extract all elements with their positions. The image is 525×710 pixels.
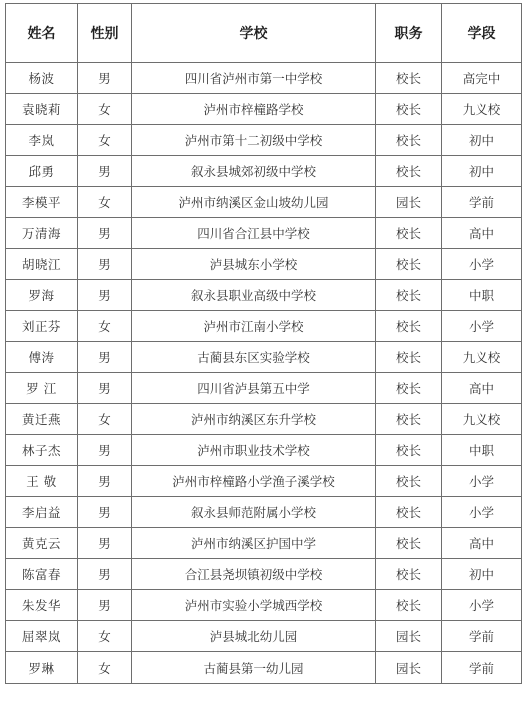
school-level-cell: 高中 xyxy=(442,373,522,404)
school-cell: 泸州市实验小学城西学校 xyxy=(132,590,376,621)
position-cell: 校长 xyxy=(376,249,442,280)
name-cell: 刘正芬 xyxy=(6,311,78,342)
position-cell: 校长 xyxy=(376,94,442,125)
school-level-cell: 学前 xyxy=(442,187,522,218)
school-cell: 叙永县师范附属小学校 xyxy=(132,497,376,528)
school-level-cell: 高中 xyxy=(442,528,522,559)
school-level-cell: 小学 xyxy=(442,590,522,621)
position-cell: 校长 xyxy=(376,218,442,249)
school-level-cell: 小学 xyxy=(442,311,522,342)
table-header-row xyxy=(6,4,522,63)
gender-cell: 男 xyxy=(78,590,132,621)
table-row xyxy=(6,63,522,94)
school-cell: 四川省泸州市第一中学校 xyxy=(132,63,376,94)
school-level-cell: 中职 xyxy=(442,280,522,311)
gender-cell: 男 xyxy=(78,280,132,311)
position-cell: 校长 xyxy=(376,435,442,466)
table-row xyxy=(6,652,522,684)
school-cell: 泸州市纳溪区护国中学 xyxy=(132,528,376,559)
gender-cell: 女 xyxy=(78,621,132,652)
column-header-school: 学校 xyxy=(132,4,376,63)
school-cell: 泸县城北幼儿园 xyxy=(132,621,376,652)
school-cell: 泸州市梓橦路学校 xyxy=(132,94,376,125)
name-cell: 朱发华 xyxy=(6,590,78,621)
school-level-cell: 小学 xyxy=(442,497,522,528)
gender-cell: 男 xyxy=(78,342,132,373)
school-level-cell: 高完中 xyxy=(442,63,522,94)
school-cell: 古蔺县东区实验学校 xyxy=(132,342,376,373)
name-cell: 屈翠岚 xyxy=(6,621,78,652)
name-cell: 李模平 xyxy=(6,187,78,218)
school-level-cell: 初中 xyxy=(442,156,522,187)
school-cell: 四川省泸县第五中学 xyxy=(132,373,376,404)
school-cell: 泸州市纳溪区金山坡幼儿园 xyxy=(132,187,376,218)
column-header-name: 姓名 xyxy=(6,4,78,63)
school-cell: 叙永县职业高级中学校 xyxy=(132,280,376,311)
name-cell: 李岚 xyxy=(6,125,78,156)
table-row xyxy=(6,528,522,559)
name-cell: 邱勇 xyxy=(6,156,78,187)
gender-cell: 男 xyxy=(78,218,132,249)
school-cell: 泸州市江南小学校 xyxy=(132,311,376,342)
gender-cell: 女 xyxy=(78,404,132,435)
school-cell: 泸州市梓橦路小学渔子溪学校 xyxy=(132,466,376,497)
gender-cell: 男 xyxy=(78,63,132,94)
position-cell: 园长 xyxy=(376,652,442,684)
school-cell: 古蔺县第一幼儿园 xyxy=(132,652,376,684)
gender-cell: 男 xyxy=(78,559,132,590)
name-cell: 罗 江 xyxy=(6,373,78,404)
name-cell: 罗琳 xyxy=(6,652,78,684)
name-cell: 杨波 xyxy=(6,63,78,94)
gender-cell: 男 xyxy=(78,497,132,528)
column-header-position: 职务 xyxy=(376,4,442,63)
school-cell: 四川省合江县中学校 xyxy=(132,218,376,249)
position-cell: 校长 xyxy=(376,404,442,435)
principal-roster-table xyxy=(5,3,522,684)
name-cell: 林子杰 xyxy=(6,435,78,466)
position-cell: 校长 xyxy=(376,156,442,187)
school-cell: 泸州市纳溪区东升学校 xyxy=(132,404,376,435)
table-row xyxy=(6,466,522,497)
school-level-cell: 小学 xyxy=(442,466,522,497)
school-level-cell: 学前 xyxy=(442,621,522,652)
name-cell: 胡晓江 xyxy=(6,249,78,280)
gender-cell: 女 xyxy=(78,187,132,218)
school-cell: 泸县城东小学校 xyxy=(132,249,376,280)
position-cell: 校长 xyxy=(376,342,442,373)
table-body xyxy=(6,63,522,684)
gender-cell: 男 xyxy=(78,466,132,497)
column-header-gender: 性别 xyxy=(78,4,132,63)
table-row xyxy=(6,280,522,311)
name-cell: 罗海 xyxy=(6,280,78,311)
table-row xyxy=(6,218,522,249)
table-row xyxy=(6,249,522,280)
table-row xyxy=(6,156,522,187)
gender-cell: 男 xyxy=(78,373,132,404)
table-row xyxy=(6,404,522,435)
table-row xyxy=(6,559,522,590)
name-cell: 黄迁燕 xyxy=(6,404,78,435)
table-row xyxy=(6,621,522,652)
table-row xyxy=(6,187,522,218)
school-cell: 叙永县城郊初级中学校 xyxy=(132,156,376,187)
table-row xyxy=(6,94,522,125)
gender-cell: 男 xyxy=(78,156,132,187)
gender-cell: 女 xyxy=(78,311,132,342)
school-level-cell: 初中 xyxy=(442,559,522,590)
name-cell: 李启益 xyxy=(6,497,78,528)
gender-cell: 女 xyxy=(78,94,132,125)
position-cell: 校长 xyxy=(376,559,442,590)
table-row xyxy=(6,342,522,373)
gender-cell: 女 xyxy=(78,125,132,156)
gender-cell: 男 xyxy=(78,528,132,559)
table-row xyxy=(6,435,522,466)
school-cell: 合江县尧坝镇初级中学校 xyxy=(132,559,376,590)
position-cell: 校长 xyxy=(376,125,442,156)
roster-sheet xyxy=(5,3,521,684)
position-cell: 校长 xyxy=(376,528,442,559)
school-cell: 泸州市职业技术学校 xyxy=(132,435,376,466)
gender-cell: 男 xyxy=(78,435,132,466)
table-row xyxy=(6,590,522,621)
table-row xyxy=(6,497,522,528)
name-cell: 袁晓莉 xyxy=(6,94,78,125)
position-cell: 校长 xyxy=(376,466,442,497)
position-cell: 校长 xyxy=(376,311,442,342)
position-cell: 园长 xyxy=(376,187,442,218)
position-cell: 校长 xyxy=(376,63,442,94)
table-row xyxy=(6,373,522,404)
name-cell: 王 敬 xyxy=(6,466,78,497)
position-cell: 校长 xyxy=(376,373,442,404)
gender-cell: 男 xyxy=(78,249,132,280)
name-cell: 黄克云 xyxy=(6,528,78,559)
position-cell: 园长 xyxy=(376,621,442,652)
school-level-cell: 中职 xyxy=(442,435,522,466)
school-cell: 泸州市第十二初级中学校 xyxy=(132,125,376,156)
name-cell: 傅涛 xyxy=(6,342,78,373)
school-level-cell: 初中 xyxy=(442,125,522,156)
school-level-cell: 高中 xyxy=(442,218,522,249)
school-level-cell: 九义校 xyxy=(442,94,522,125)
school-level-cell: 九义校 xyxy=(442,404,522,435)
column-header-school-level: 学段 xyxy=(442,4,522,63)
table-row xyxy=(6,125,522,156)
position-cell: 校长 xyxy=(376,497,442,528)
name-cell: 万清海 xyxy=(6,218,78,249)
name-cell: 陈富春 xyxy=(6,559,78,590)
school-level-cell: 学前 xyxy=(442,652,522,684)
school-level-cell: 九义校 xyxy=(442,342,522,373)
school-level-cell: 小学 xyxy=(442,249,522,280)
position-cell: 校长 xyxy=(376,590,442,621)
table-row xyxy=(6,311,522,342)
position-cell: 校长 xyxy=(376,280,442,311)
gender-cell: 女 xyxy=(78,652,132,684)
